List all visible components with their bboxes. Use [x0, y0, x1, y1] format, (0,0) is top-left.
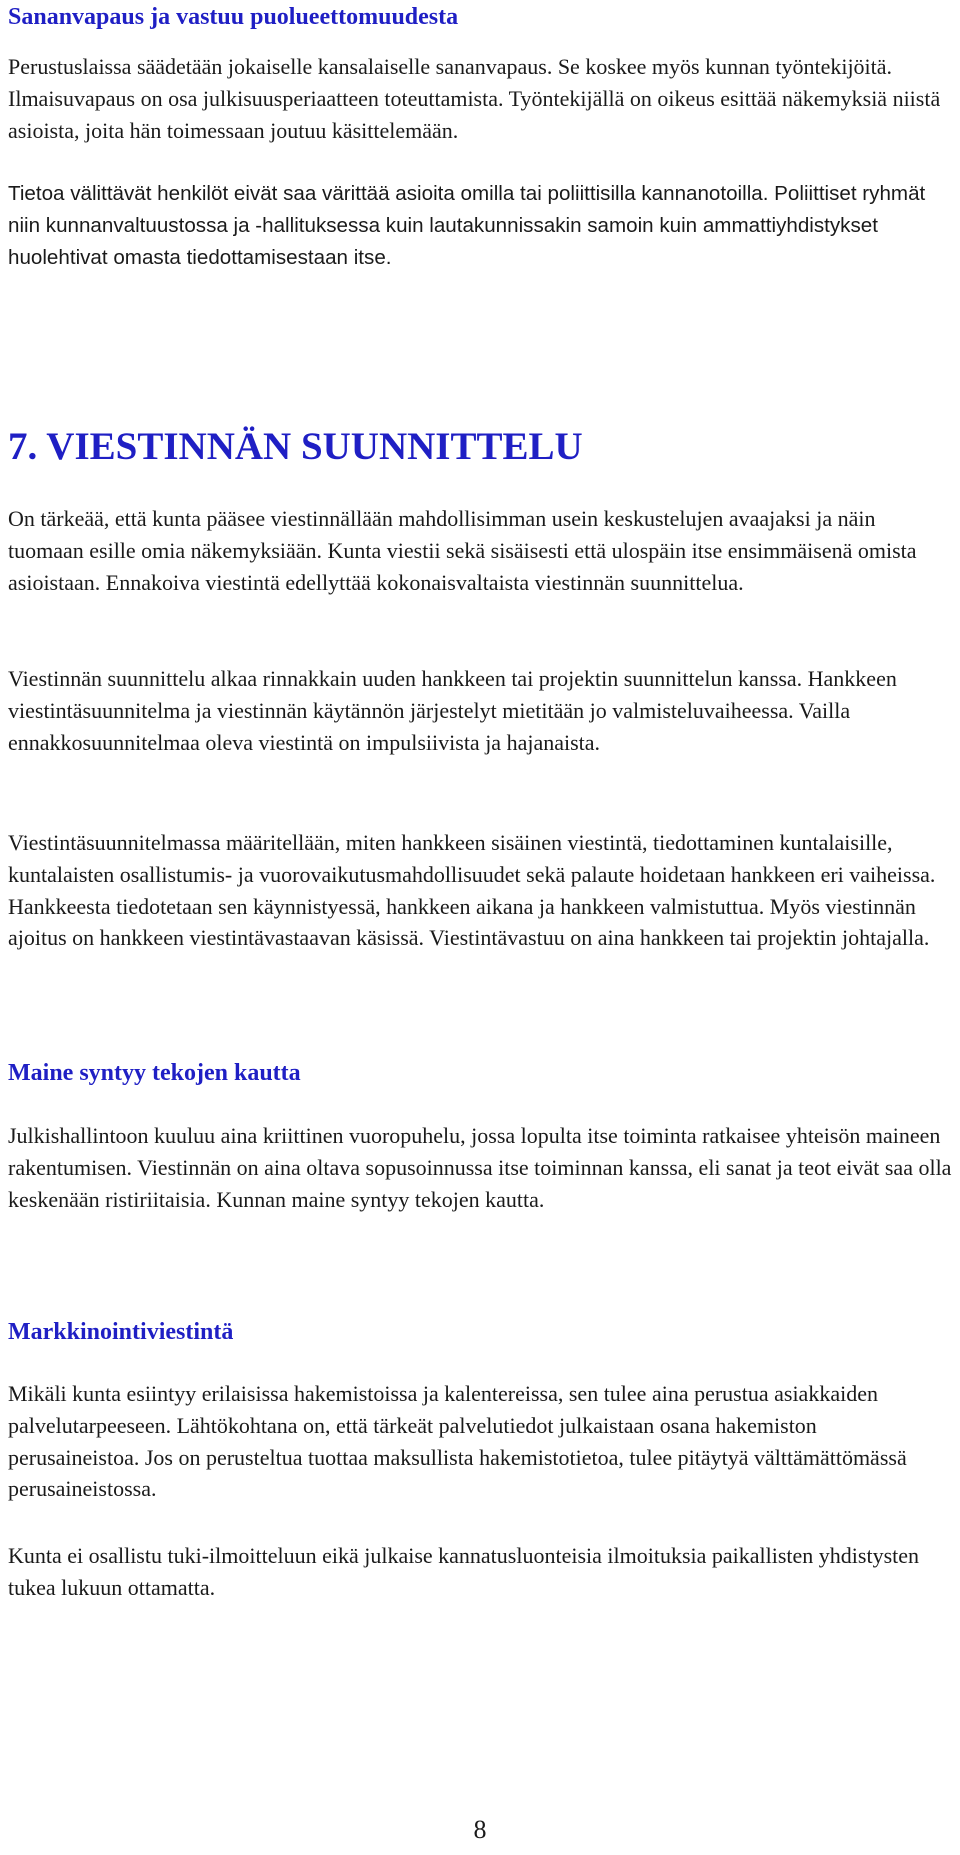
paragraph-directories: Mikäli kunta esiintyy erilaisissa hakemistoissa ja kalentereissa, sen tulee aina perustua asiakkaiden palvelutarpeeseen. Lähtökohtana on, että tärkeät palvelutiedot julkaistaan osana hakemiston perusaineistoa. Jos on perusteltua tuottaa maksullista hakemistotietoa, tulee pitäytyä välttämättömässä perusaineistossa. — [8, 1381, 907, 1502]
paragraph-reputation: Julkishallintoon kuuluu aina kriittinen vuoropuhelu, jossa lopulta itse toiminta ratkaisee yhteisön maineen rakentumisen. Viestinnän on aina oltava sopusoinnussa itse toiminnan kanssa, eli sanat ja teot eivät saa olla keskenään ristiriitaisia. Kunnan maine syntyy tekojen kautta. — [8, 1123, 952, 1212]
paragraph-communication-plan: Viestintäsuunnitelmassa määritellään, miten hankkeen sisäinen viestintä, tiedottaminen kuntalaisille, kuntalaisten osallistumis- ja vuorovaikutusmahdollisuudet sekä palaute hoidetaan hankkeen eri vaiheissa. Hankkeesta tiedotetaan sen käynnistyessä, hankkeen aikana ja hankkeen valmistuttua. Myös viestinnän ajoitus on hankkeen viestintävastaavan käsissä. Viestintävastuu on aina hankkeen tai projektin johtajalla. — [8, 830, 936, 951]
paragraph-freedom-of-speech: Perustuslaissa säädetään jokaiselle kansalaiselle sananvapaus. Se koskee myös kunnan työntekijöitä. Ilmaisuvapaus on osa julkisuusperiaatteen toteuttamista. Työntekijällä on oikeus esittää näkemyksiä niistä asioista, joita hän toimessaan joutuu käsittelemään. — [8, 54, 941, 143]
chapter-heading-communication-planning: 7. VIESTINNÄN SUUNNITTELU — [8, 425, 583, 468]
section-heading-reputation: Maine syntyy tekojen kautta — [8, 1060, 301, 1086]
section-heading-marketing: Markkinointiviestintä — [8, 1319, 234, 1345]
section-heading-freedom-of-speech: Sananvapaus ja vastuu puolueettomuudesta — [8, 4, 459, 30]
paragraph-support-advertising: Kunta ei osallistu tuki-ilmoitteluun eikä julkaise kannatusluonteisia ilmoituksia paikallisten yhdistysten tukea lukuun ottamatta. — [8, 1543, 920, 1600]
paragraph-neutrality: Tietoa välittävät henkilöt eivät saa värittää asioita omilla tai poliittisilla kannanotoilla. Poliittiset ryhmät niin kunnanvaltuustossa ja -hallituksessa kuin lautakunnissakin samoin kuin ammattiyhdistykset huolehtivat omasta tiedottamisestaan itse. — [8, 182, 926, 269]
page-number: 8 — [473, 1815, 487, 1844]
paragraph-proactive-communication: On tärkeää, että kunta pääsee viestinnällään mahdollisimman usein keskustelujen avaajaksi ja näin tuomaan esille omia näkemyksiään. Kunta viestii sekä sisäisesti että ulospäin itse ensimmäisenä omista asioistaan. Ennakoiva viestintä edellyttää kokonaisvaltaista viestinnän suunnittelua. — [8, 506, 917, 595]
paragraph-planning-start: Viestinnän suunnittelu alkaa rinnakkain uuden hankkeen tai projektin suunnittelun kanssa. Hankkeen viestintäsuunnitelma ja viestinnän käytännön järjestelyt mietitään jo valmisteluvaiheessa. Vailla ennakkosuunnitelmaa oleva viestintä on impulsiivista ja hajanaista. — [8, 666, 897, 755]
